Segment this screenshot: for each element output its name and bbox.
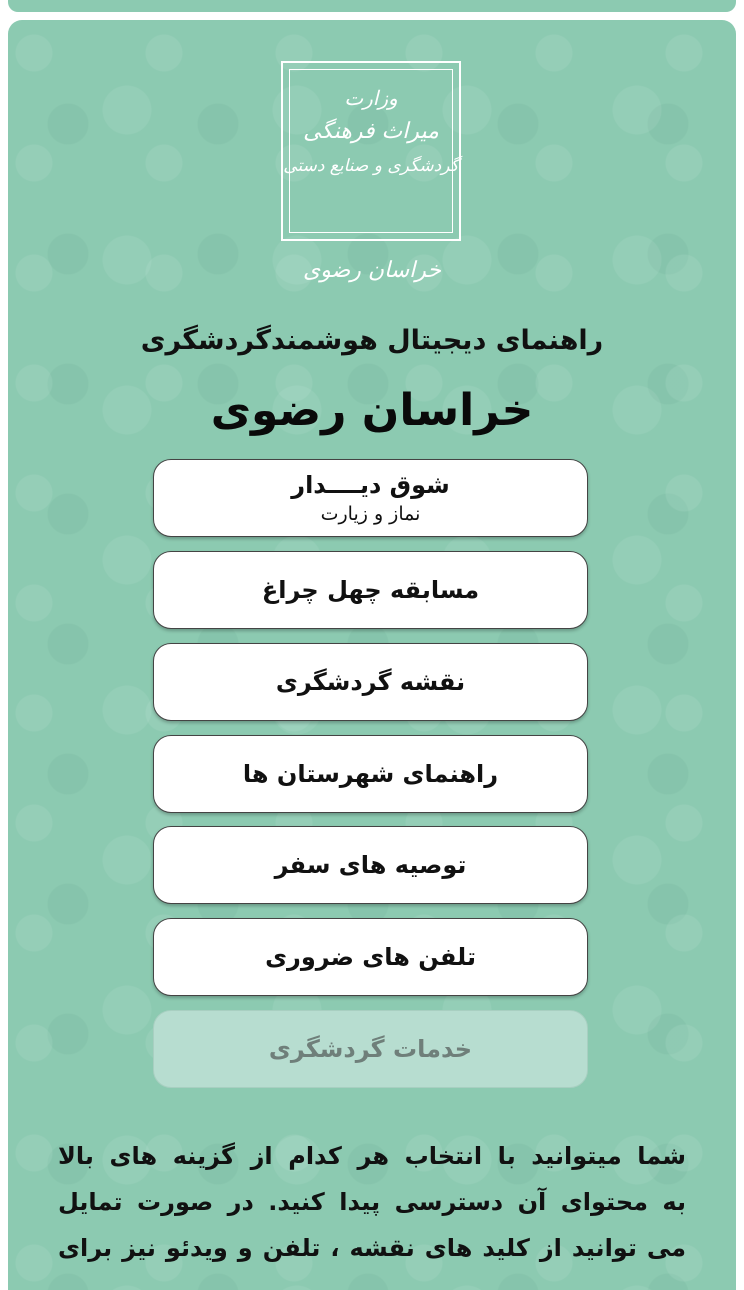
page-title: خراسان رضوی <box>210 385 534 436</box>
description-line: می توانید از کلید های نقشه ، تلفن و ویدئو نیز برای <box>58 1234 686 1262</box>
description-line: شما میتوانید با انتخاب هر کدام از گزینه های بالا <box>58 1142 686 1170</box>
menu-item-label: تلفن های ضروری <box>265 943 476 971</box>
travel-tips-button[interactable] <box>153 826 588 904</box>
shogh-didar-button[interactable] <box>153 459 588 537</box>
logo-line-3: گردشگری و صنایع دستی <box>283 156 459 176</box>
menu-item-label: مسابقه چهل چراغ <box>261 576 480 604</box>
menu-item-label: راهنمای شهرستان ها <box>242 760 499 788</box>
chehel-cheragh-contest-button[interactable] <box>153 551 588 629</box>
description-text <box>58 1133 686 1271</box>
menu-item-label: توصیه های سفر <box>274 851 467 879</box>
description-line: به محتوای آن دسترسی پیدا کنید. در صورت تمایل <box>58 1188 686 1216</box>
tourism-services-button[interactable] <box>153 1010 588 1088</box>
county-guide-button[interactable] <box>153 735 588 813</box>
logo-line-2: میراث فرهنگی <box>303 119 439 144</box>
menu-item-label: شوق دیــــدار <box>291 471 450 499</box>
page-subtitle: راهنمای دیجیتال هوشمندگردشگری <box>140 325 604 356</box>
emergency-phones-button[interactable] <box>153 918 588 996</box>
logo-region-caption: خراسان رضوی <box>302 258 442 283</box>
logo-line-1: وزارت <box>344 86 398 110</box>
logo-text <box>283 81 459 183</box>
ministry-logo <box>281 61 461 241</box>
menu-item-sublabel: نماز و زیارت <box>320 503 421 525</box>
menu-item-label: خدمات گردشگری <box>268 1035 473 1063</box>
menu-item-label: نقشه گردشگری <box>275 668 466 696</box>
top-strip <box>8 0 736 12</box>
tourism-map-button[interactable] <box>153 643 588 721</box>
